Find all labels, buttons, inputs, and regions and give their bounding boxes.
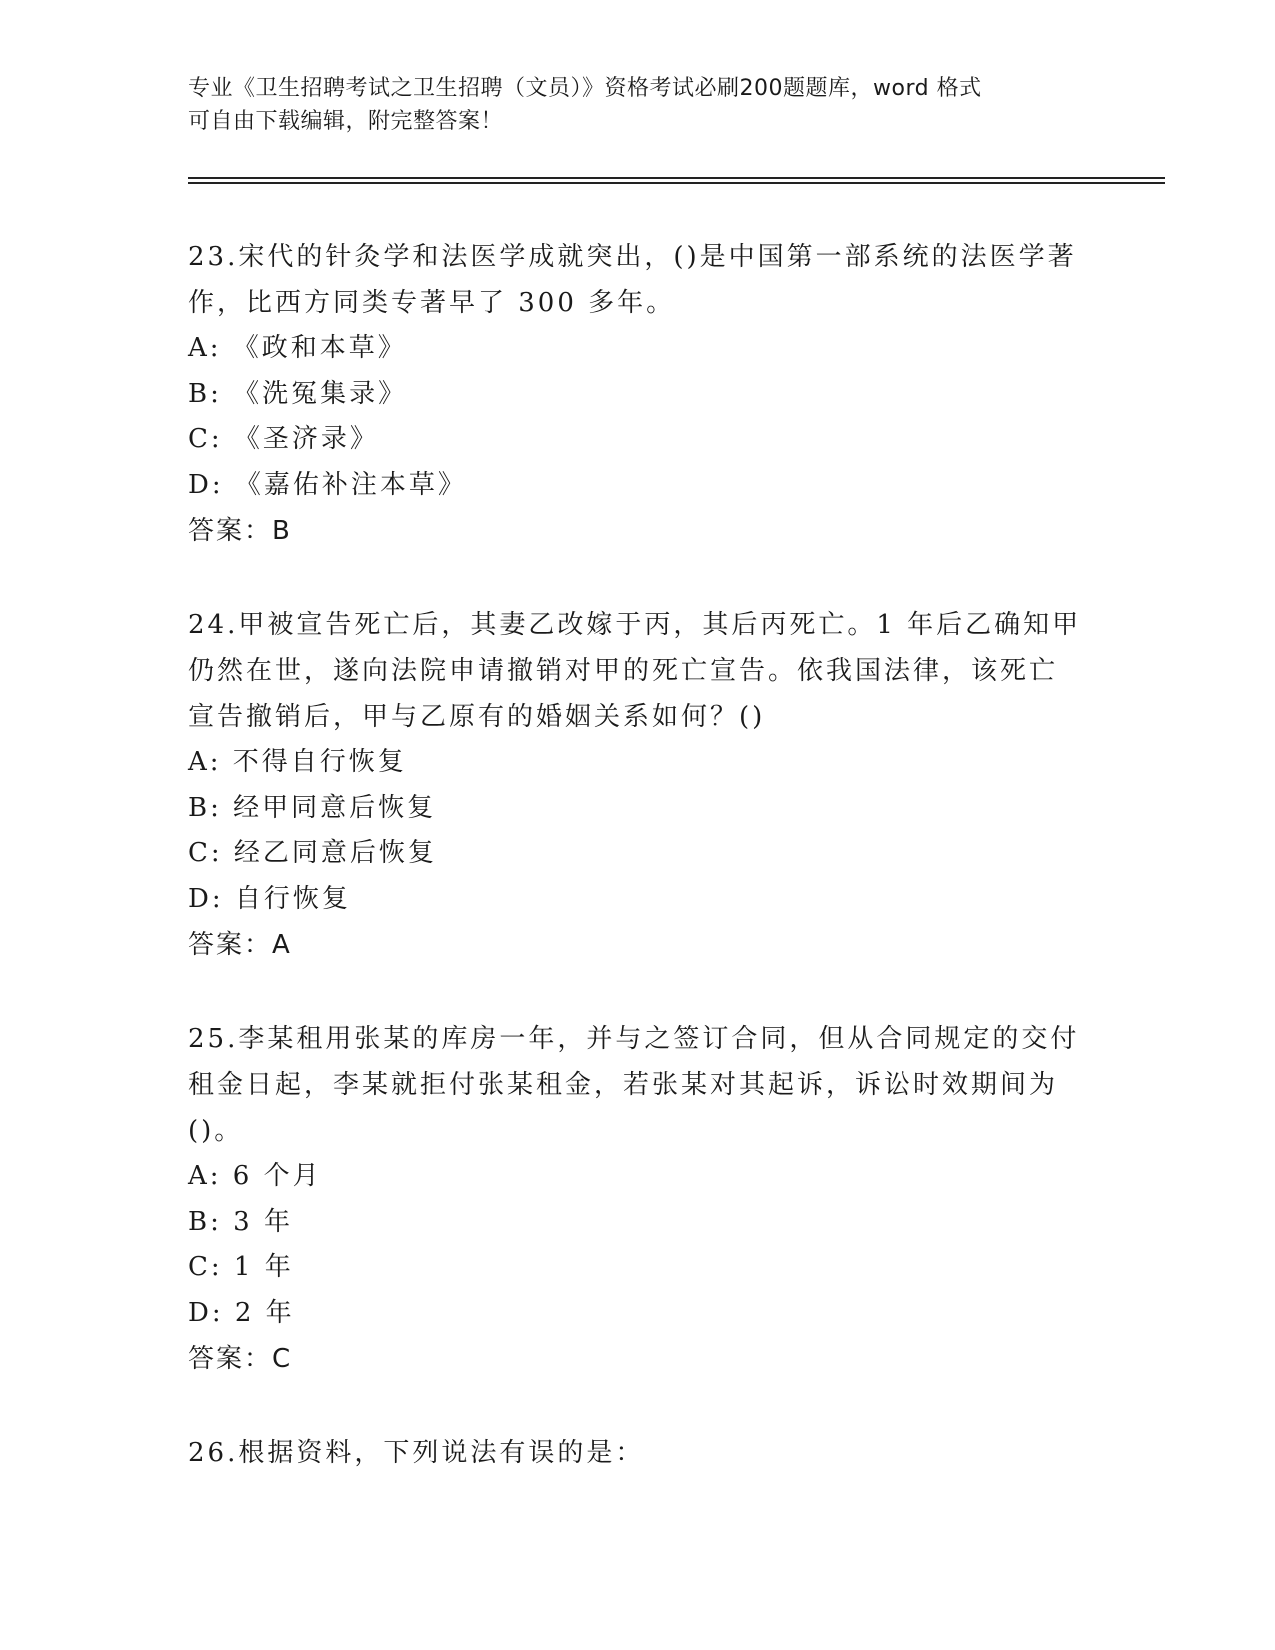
- question-stem-line: 26.根据资料，下列说法有误的是：: [188, 1438, 645, 1468]
- header-divider-top: [188, 177, 1165, 179]
- header-line-1: 专业《卫生招聘考试之卫生招聘（文员）》资格考试必刷200题题库，word 格式: [188, 76, 982, 101]
- question-stem-line: 仍然在世，遂向法院申请撤销对甲的死亡宣告。依我国法律，该死亡: [188, 656, 1059, 686]
- option-d: D: 《嘉佑补注本草》: [188, 469, 467, 500]
- header-divider-bottom: [188, 182, 1165, 184]
- question-stem-line: 宣告撤销后，甲与乙原有的婚姻关系如何？(): [188, 702, 766, 732]
- option-b: B: 经甲同意后恢复: [188, 792, 437, 823]
- answer-line: 答案：B: [188, 516, 292, 546]
- option-b: B: 3 年: [188, 1206, 293, 1237]
- answer-line: 答案：A: [188, 930, 292, 960]
- option-d: D: 自行恢复: [188, 883, 351, 914]
- question-25: [188, 1016, 1088, 1382]
- question-24: [188, 602, 1088, 968]
- option-c: C: 经乙同意后恢复: [188, 838, 437, 868]
- option-b: B: 《洗冤集录》: [188, 378, 408, 409]
- question-stem-line: 24.甲被宣告死亡后，其妻乙改嫁于丙，其后丙死亡。1 年后乙确知甲: [188, 610, 1082, 640]
- question-stem-line: 23.宋代的针灸学和法医学成就突出，()是中国第一部系统的法医学著: [188, 242, 1077, 272]
- option-a: A: 不得自行恢复: [188, 747, 407, 777]
- option-c: C: 《圣济录》: [188, 424, 379, 454]
- option-a: A: 6 个月: [188, 1161, 322, 1191]
- option-c: C: 1 年: [188, 1252, 294, 1282]
- option-d: D: 2 年: [188, 1297, 295, 1328]
- header-line-2: 可自由下载编辑，附完整答案！: [188, 109, 504, 134]
- question-stem-line: ()。: [188, 1116, 244, 1146]
- option-a: A: 《政和本草》: [188, 333, 407, 363]
- question-stem-line: 租金日起，李某就拒付张某租金，若张某对其起诉，诉讼时效期间为: [188, 1070, 1059, 1100]
- question-23: [188, 234, 1088, 554]
- answer-line: 答案：C: [188, 1344, 293, 1374]
- question-stem-line: 作，比西方同类专著早了 300 多年。: [188, 288, 676, 318]
- question-stem-line: 25.李某租用张某的库房一年，并与之签订合同，但从合同规定的交付: [188, 1024, 1080, 1054]
- question-26: [188, 1430, 1088, 1476]
- document-header: [188, 72, 1088, 138]
